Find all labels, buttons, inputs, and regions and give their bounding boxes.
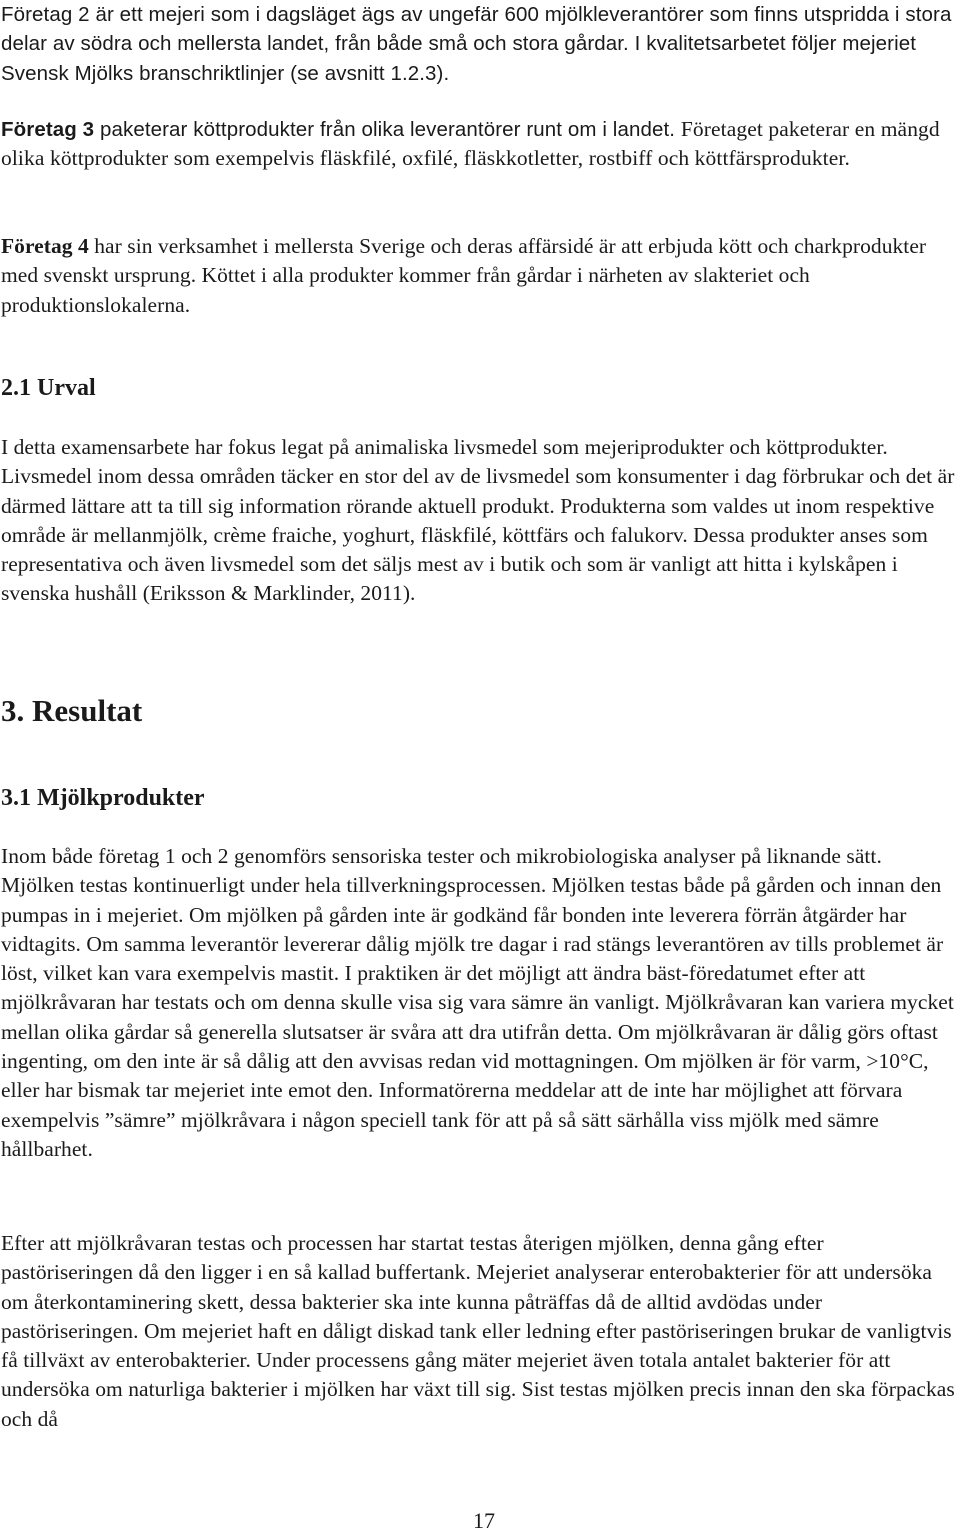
paragraph-text-cont: Företaget paketerar en mängd olika köttprodukter som exempelvis fläskfilé, oxfilé, fläskkotletter, rostbiff och köttfärsprodukter. [1,117,940,171]
paragraph-mjolk-1 [1,842,959,1164]
section-heading-urval: 2.1 Urval [1,375,96,401]
paragraph-foretag-2 [1,0,959,88]
chapter-heading-resultat: 3. Resultat [1,693,143,728]
paragraph-text: Inom både företag 1 och 2 genomförs sensoriska tester och mikrobiologiska analyser på liknande sätt. Mjölken testas kontinuerligt under hela tillverkningsprocessen. Mjölken testas både på gården och innan den pumpas in i mejeriet. Om mjölken på gården inte är godkänd får bonden inte leverera förrän åtgärder har vidtagits. Om samma leverantör levererar dålig mjölk tre dagar i rad stängs leverantören av tills problemet är löst, vilket kan vara exempelvis mastit. I praktiken är det möjligt att ändra bäst-föredatumet efter att mjölkråvaran har testats och om denna skulle visa sig vara sämre än vanligt. Mjölkråvaran kan variera mycket mellan olika gårdar så generella slutsatser är svåra att dra utifrån detta. Om mjölkråvaran är dålig görs oftast ingenting, om den inte är så dålig att den avvisas redan vid mottagningen. Om mjölken är för varm, >10°C, eller har bismak tar mejeriet inte emot den. Informatörerna meddelar att de inte har möjlighet att förvara exempelvis ”sämre” mjölkråvara i någon speciell tank för att på så sätt särhålla viss mjölk med sämre hållbarhet. [1,844,954,1161]
section-heading-mjolkprodukter: 3.1 Mjölkprodukter [1,785,205,811]
page-number: 17 [473,1508,495,1533]
paragraph-foretag-4 [1,232,959,320]
paragraph-text: I detta examensarbete har fokus legat på animaliska livsmedel som mejeriprodukter och köttprodukter. Livsmedel inom dessa områden täcker en stor del av de livsmedel som konsumenter i dag förbrukar och det är därmed lättare att ta till sig information rörande aktuell produkt. Produkterna som valdes ut inom respektive område är mellanmjölk, crème fraiche, yoghurt, fläskfilé, köttfärs och falukorv. Dessa produkter anses som representativa och även livsmedel som det säljs mest av i butik och som är vanligt att hitta i kylskåpen i svenska hushåll (Eriksson & Marklinder, 2011). [1,435,955,606]
paragraph-text: Efter att mjölkråvaran testas och processen har startat testas återigen mjölken, denna gång efter pastöriseringen då den ligger i en så kallad buffertank. Mejeriet analyserar enterobakterier för att undersöka om återkontaminering skett, dessa bakterier ska inte kunna påträffas då de alltid avdödas under pastöriseringen. Om mejeriet haft en dåligt diskad tank eller ledning efter pastöriseringen brukar de vanligtvis få tillväxt av enterobakterier. Under processens gång mäter mejeriet även totala antalet bakterier för att undersöka om naturliga bakterier i mjölken har växt till sig. Sist testas mjölken precis innan den ska förpackas och då [1,1231,955,1431]
paragraph-urval [1,433,959,609]
paragraph-mjolk-2 [1,1229,959,1434]
paragraph-text: har sin verksamhet i mellersta Sverige och deras affärsidé är att erbjuda kött och charkprodukter med svenskt ursprung. Köttet i alla produkter kommer från gårdar i närheten av slakteriet och produktionslokalerna. [1,234,927,317]
company-label: Företag 3 [1,118,95,141]
paragraph-foretag-3 [1,115,959,174]
paragraph-text: Företag 2 är ett mejeri som i dagsläget ägs av ungefär 600 mjölkleverantörer som finns utspridda i stora delar av södra och mellersta landet, från både små och stora gårdar. I kvalitetsarbetet följer mejeriet Svensk Mjölks branschriktlinjer (se avsnitt 1.2.3). [1,3,952,85]
company-label: Företag 4 [1,234,89,258]
paragraph-text: paketerar köttprodukter från olika leverantörer runt om i landet. [94,118,681,141]
